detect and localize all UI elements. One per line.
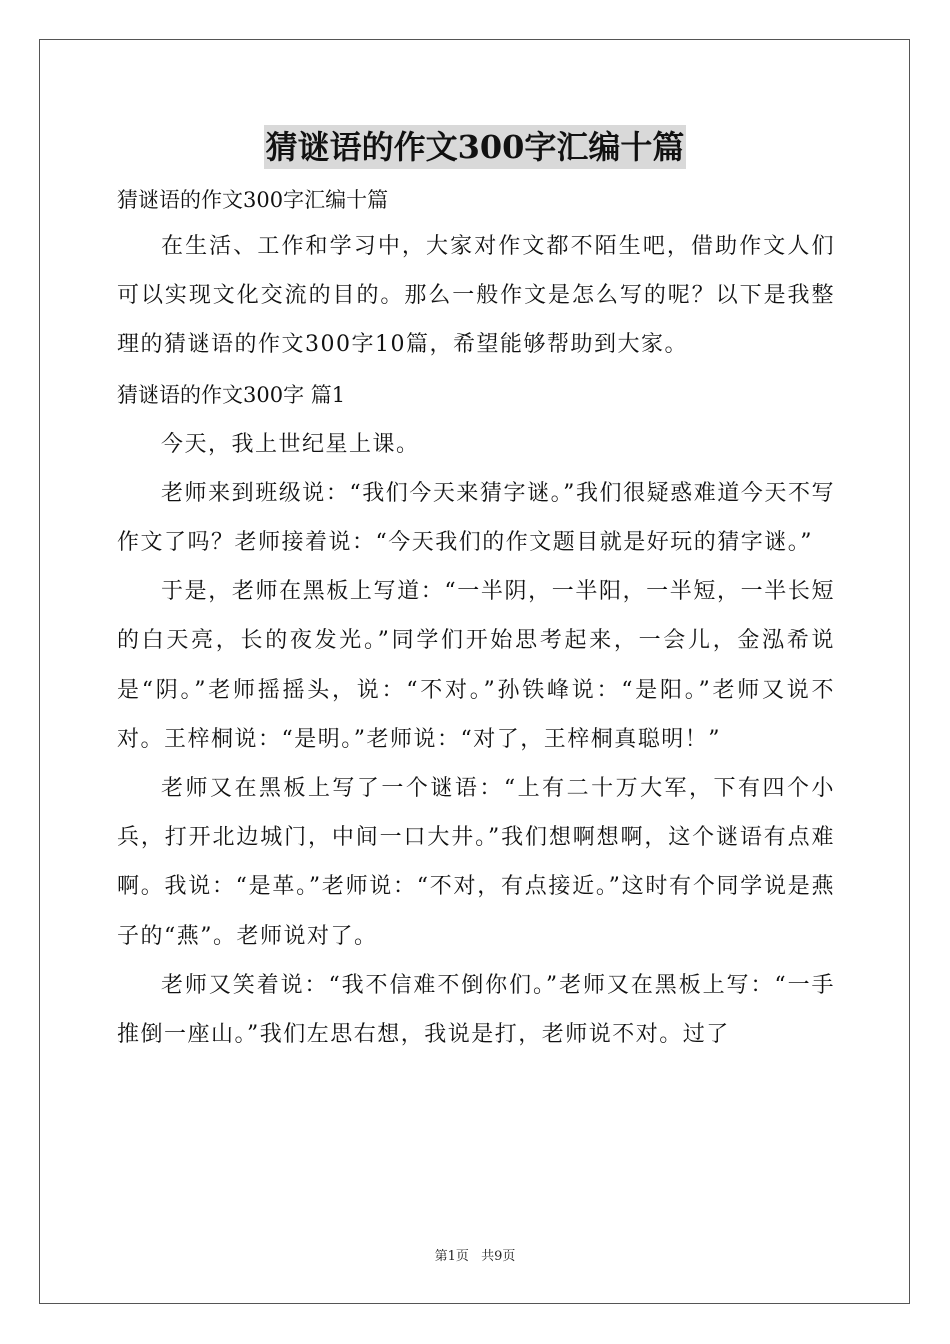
document-body xyxy=(117,178,835,1059)
body-paragraph: 老师又笑着说：“我不信难不倒你们。”老师又在黑板上写：“一手推倒一座山。”我们左思右想，我说是打，老师说不对。过了 xyxy=(117,972,835,1048)
page-total: 共9页 xyxy=(481,1249,516,1264)
body-paragraph: 今天，我上世纪星上课。 xyxy=(161,431,420,457)
body-paragraph: 于是，老师在黑板上写道：“一半阴，一半阳，一半短，一半长短的白天亮，长的夜发光。”同学们开始思考起来，一会儿，金泓希说是“阴。”老师摇摇头，说：“不对。”孙铁峰说：“是阳。”老师又说不对。王梓桐说：“是明。”老师说：“对了，王梓桐真聪明！” xyxy=(117,579,835,752)
body-paragraph: 老师又在黑板上写了一个谜语：“上有二十万大军，下有四个小兵，打开北边城门，中间一口大井。”我们想啊想啊，这个谜语有点难啊。我说：“是革。”老师说：“不对，有点接近。”这时有个同学说是燕子的“燕”。老师说对了。 xyxy=(117,776,835,949)
body-paragraph: 老师来到班级说：“我们今天来猜字谜。”我们很疑惑难道今天不写作文了吗？老师接着说：“今天我们的作文题目就是好玩的猜字谜。” xyxy=(117,480,835,556)
document-title: 猜谜语的作文300字汇编十篇 xyxy=(264,125,687,169)
title-container xyxy=(0,125,950,169)
intro-paragraph: 在生活、工作和学习中，大家对作文都不陌生吧，借助作文人们可以实现文化交流的目的。那么一般作文是怎么写的呢？以下是我整理的猜谜语的作文300字10篇，希望能够帮助到大家。 xyxy=(117,234,835,358)
section-heading: 猜谜语的作文300字 篇1 xyxy=(117,382,346,407)
document-subtitle: 猜谜语的作文300字汇编十篇 xyxy=(117,188,389,212)
page-footer xyxy=(0,1247,950,1267)
page-number: 第1页 xyxy=(434,1249,469,1264)
